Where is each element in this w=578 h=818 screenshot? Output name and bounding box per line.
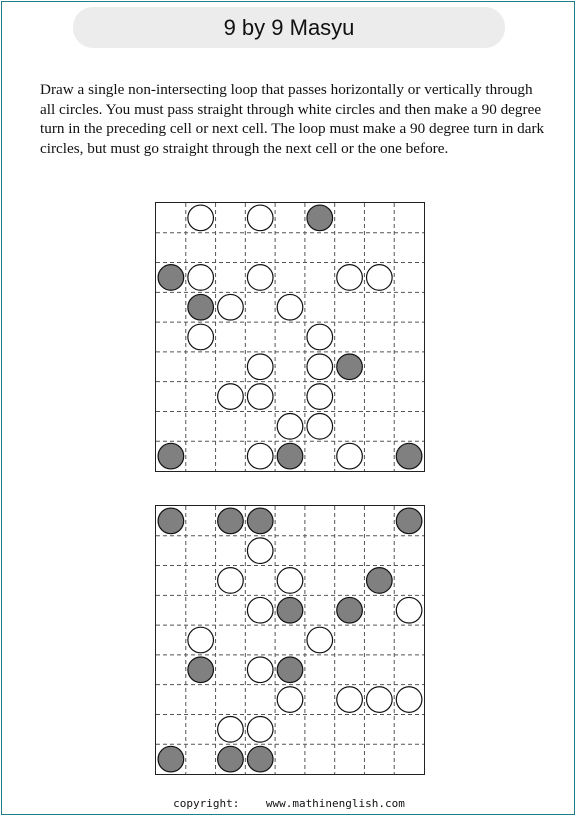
website-link[interactable]: www.mathinenglish.com bbox=[265, 797, 405, 810]
white-circle bbox=[277, 414, 303, 440]
puzzle-grid bbox=[156, 506, 424, 774]
dark-circle bbox=[337, 597, 363, 623]
dark-circle bbox=[158, 443, 184, 469]
white-circle bbox=[307, 324, 333, 350]
white-circle bbox=[396, 687, 422, 713]
white-circle bbox=[188, 324, 214, 350]
white-circle bbox=[218, 294, 244, 320]
dark-circle bbox=[277, 657, 303, 683]
puzzle-grid bbox=[156, 203, 424, 471]
dark-circle bbox=[396, 508, 422, 534]
white-circle bbox=[277, 687, 303, 713]
dark-circle bbox=[218, 746, 244, 772]
instructions-text: Draw a single non-intersecting loop that passes horizontally or vertically through all circles. You must pass straight through white circles and then make a 90 degree turn in the preceding cell or next cell. The loop must make a 90 degree turn in dark circles, but must go straight through the next cell or the one before. bbox=[40, 81, 545, 158]
white-circle bbox=[247, 443, 273, 469]
white-circle bbox=[307, 414, 333, 440]
dark-circle bbox=[277, 597, 303, 623]
dark-circle bbox=[188, 294, 214, 320]
masyu-puzzle-2 bbox=[155, 505, 425, 775]
white-circle bbox=[367, 687, 393, 713]
white-circle bbox=[247, 265, 273, 291]
dark-circle bbox=[367, 568, 393, 594]
white-circle bbox=[277, 294, 303, 320]
white-circle bbox=[188, 205, 214, 231]
white-circle bbox=[218, 717, 244, 743]
white-circle bbox=[307, 384, 333, 410]
white-circle bbox=[247, 538, 273, 564]
dark-circle bbox=[158, 508, 184, 534]
white-circle bbox=[367, 265, 393, 291]
white-circle bbox=[247, 205, 273, 231]
dark-circle bbox=[218, 508, 244, 534]
masyu-puzzle-1 bbox=[155, 202, 425, 472]
copyright-label: copyright: bbox=[173, 797, 240, 810]
white-circle bbox=[307, 354, 333, 380]
white-circle bbox=[396, 597, 422, 623]
white-circle bbox=[337, 265, 363, 291]
white-circle bbox=[247, 597, 273, 623]
white-circle bbox=[247, 657, 273, 683]
dark-circle bbox=[158, 265, 184, 291]
white-circle bbox=[337, 443, 363, 469]
white-circle bbox=[277, 568, 303, 594]
dark-circle bbox=[307, 205, 333, 231]
white-circle bbox=[337, 687, 363, 713]
title-banner bbox=[73, 7, 505, 48]
dark-circle bbox=[247, 508, 273, 534]
dark-circle bbox=[277, 443, 303, 469]
white-circle bbox=[247, 384, 273, 410]
white-circle bbox=[247, 717, 273, 743]
white-circle bbox=[188, 265, 214, 291]
white-circle bbox=[218, 384, 244, 410]
white-circle bbox=[247, 354, 273, 380]
dark-circle bbox=[396, 443, 422, 469]
dark-circle bbox=[158, 746, 184, 772]
dark-circle bbox=[337, 354, 363, 380]
white-circle bbox=[307, 627, 333, 653]
white-circle bbox=[218, 568, 244, 594]
footer bbox=[0, 797, 578, 810]
page-title: 9 by 9 Masyu bbox=[223, 14, 355, 40]
white-circle bbox=[188, 627, 214, 653]
dark-circle bbox=[188, 657, 214, 683]
dark-circle bbox=[247, 746, 273, 772]
